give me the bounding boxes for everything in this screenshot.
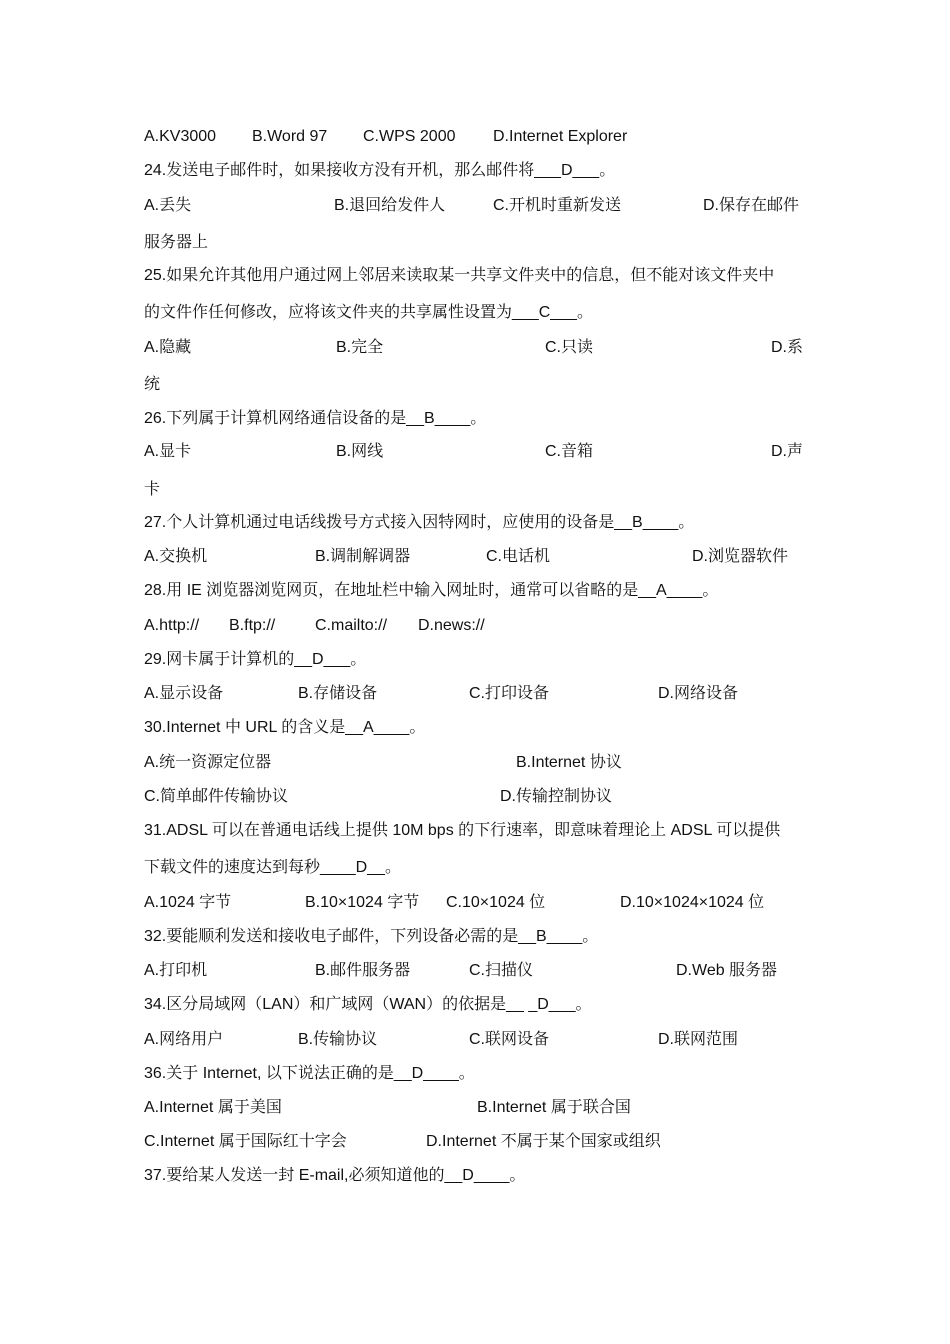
option-d: D.10×1024×1024 位 [620, 894, 765, 911]
question-26: 26.下列属于计算机网络通信设备的是__B____。 [144, 410, 487, 427]
option-c: C.WPS 2000 [363, 128, 456, 145]
option-d: D.联网范围 [658, 1031, 739, 1048]
option-b: B.完全 [336, 339, 384, 356]
option-b: B.Word 97 [252, 128, 328, 145]
option-d: D.Internet 不属于某个国家或组织 [426, 1133, 661, 1150]
option-c: C.Internet 属于国际红十字会 [144, 1133, 347, 1150]
option-a: A.网络用户 [144, 1031, 224, 1048]
option-d: D.传输控制协议 [500, 788, 613, 805]
option-b: B.传输协议 [298, 1031, 378, 1048]
option-b: B.ftp:// [229, 617, 276, 634]
question-32: 32.要能顺利发送和接收电子邮件，下列设备必需的是__B____。 [144, 928, 599, 945]
option-a: A.隐藏 [144, 339, 192, 356]
question-25-line-2: 的文件作任何修改，应将该文件夹的共享属性设置为___C___。 [144, 304, 593, 321]
option-b: B.10×1024 字节 [305, 894, 420, 911]
option-c: C.10×1024 位 [446, 894, 546, 911]
option-c: C.音箱 [545, 443, 594, 460]
option-a: A.显卡 [144, 443, 192, 460]
question-31-line-1: 31.ADSL 可以在普通电话线上提供 10M bps 的下行速率，即意味着理论上 ADSL 可以提供 [144, 822, 781, 839]
option-d-continuation: 卡 [144, 481, 161, 498]
option-a: A.KV3000 [144, 128, 217, 145]
option-d: D.Internet Explorer [493, 128, 628, 145]
option-d: D.news:// [418, 617, 485, 634]
option-c: C.电话机 [486, 548, 551, 565]
question-28: 28.用 IE 浏览器浏览网页，在地址栏中输入网址时，通常可以省略的是__A____。 [144, 582, 719, 599]
option-b: B.Internet 协议 [516, 754, 622, 771]
option-a: A.交换机 [144, 548, 208, 565]
question-31-line-2: 下载文件的速度达到每秒____D__。 [144, 859, 401, 876]
option-d: D.浏览器软件 [692, 548, 789, 565]
option-d: D.保存在邮件 [703, 197, 800, 214]
option-a: A.打印机 [144, 962, 208, 979]
question-30: 30.Internet 中 URL 的含义是__A____。 [144, 719, 426, 736]
option-c: C.开机时重新发送 [493, 197, 622, 214]
option-c: C.简单邮件传输协议 [144, 788, 289, 805]
question-37: 37.要给某人发送一封 E-mail,必须知道他的__D____。 [144, 1167, 526, 1184]
option-c: C.只读 [545, 339, 594, 356]
option-d-continuation: 统 [144, 376, 161, 393]
option-d: D.系 [771, 339, 804, 356]
option-b: B.Internet 属于联合国 [477, 1099, 631, 1116]
option-b: B.邮件服务器 [315, 962, 411, 979]
question-27: 27.个人计算机通过电话线拨号方式接入因特网时，应使用的设备是__B____。 [144, 514, 695, 531]
option-c: C.mailto:// [315, 617, 388, 634]
option-a: A.Internet 属于美国 [144, 1099, 282, 1116]
option-d-continuation: 服务器上 [144, 234, 209, 251]
question-29: 29.网卡属于计算机的__D___。 [144, 651, 367, 668]
option-c: C.打印设备 [469, 685, 550, 702]
option-b: B.退回给发件人 [334, 197, 446, 214]
question-25-line-1: 25.如果允许其他用户通过网上邻居来读取某一共享文件夹中的信息，但不能对该文件夹中 [144, 267, 775, 284]
option-b: B.调制解调器 [315, 548, 411, 565]
option-a: A.显示设备 [144, 685, 224, 702]
option-d: D.Web 服务器 [676, 962, 778, 979]
question-24: 24.发送电子邮件时，如果接收方没有开机，那么邮件将___D___。 [144, 162, 616, 179]
question-34: 34.区分局域网（LAN）和广域网（WAN）的依据是__ _D___。 [144, 996, 592, 1013]
option-a: A.丢失 [144, 197, 192, 214]
option-b: B.网线 [336, 443, 384, 460]
question-36: 36.关于 Internet, 以下说法正确的是__D____。 [144, 1065, 475, 1082]
option-a: A.1024 字节 [144, 894, 232, 911]
option-c: C.联网设备 [469, 1031, 550, 1048]
option-c: C.扫描仪 [469, 962, 534, 979]
option-d: D.声 [771, 443, 804, 460]
option-d: D.网络设备 [658, 685, 739, 702]
option-a: A.统一资源定位器 [144, 754, 272, 771]
option-b: B.存储设备 [298, 685, 378, 702]
option-a: A.http:// [144, 617, 200, 634]
